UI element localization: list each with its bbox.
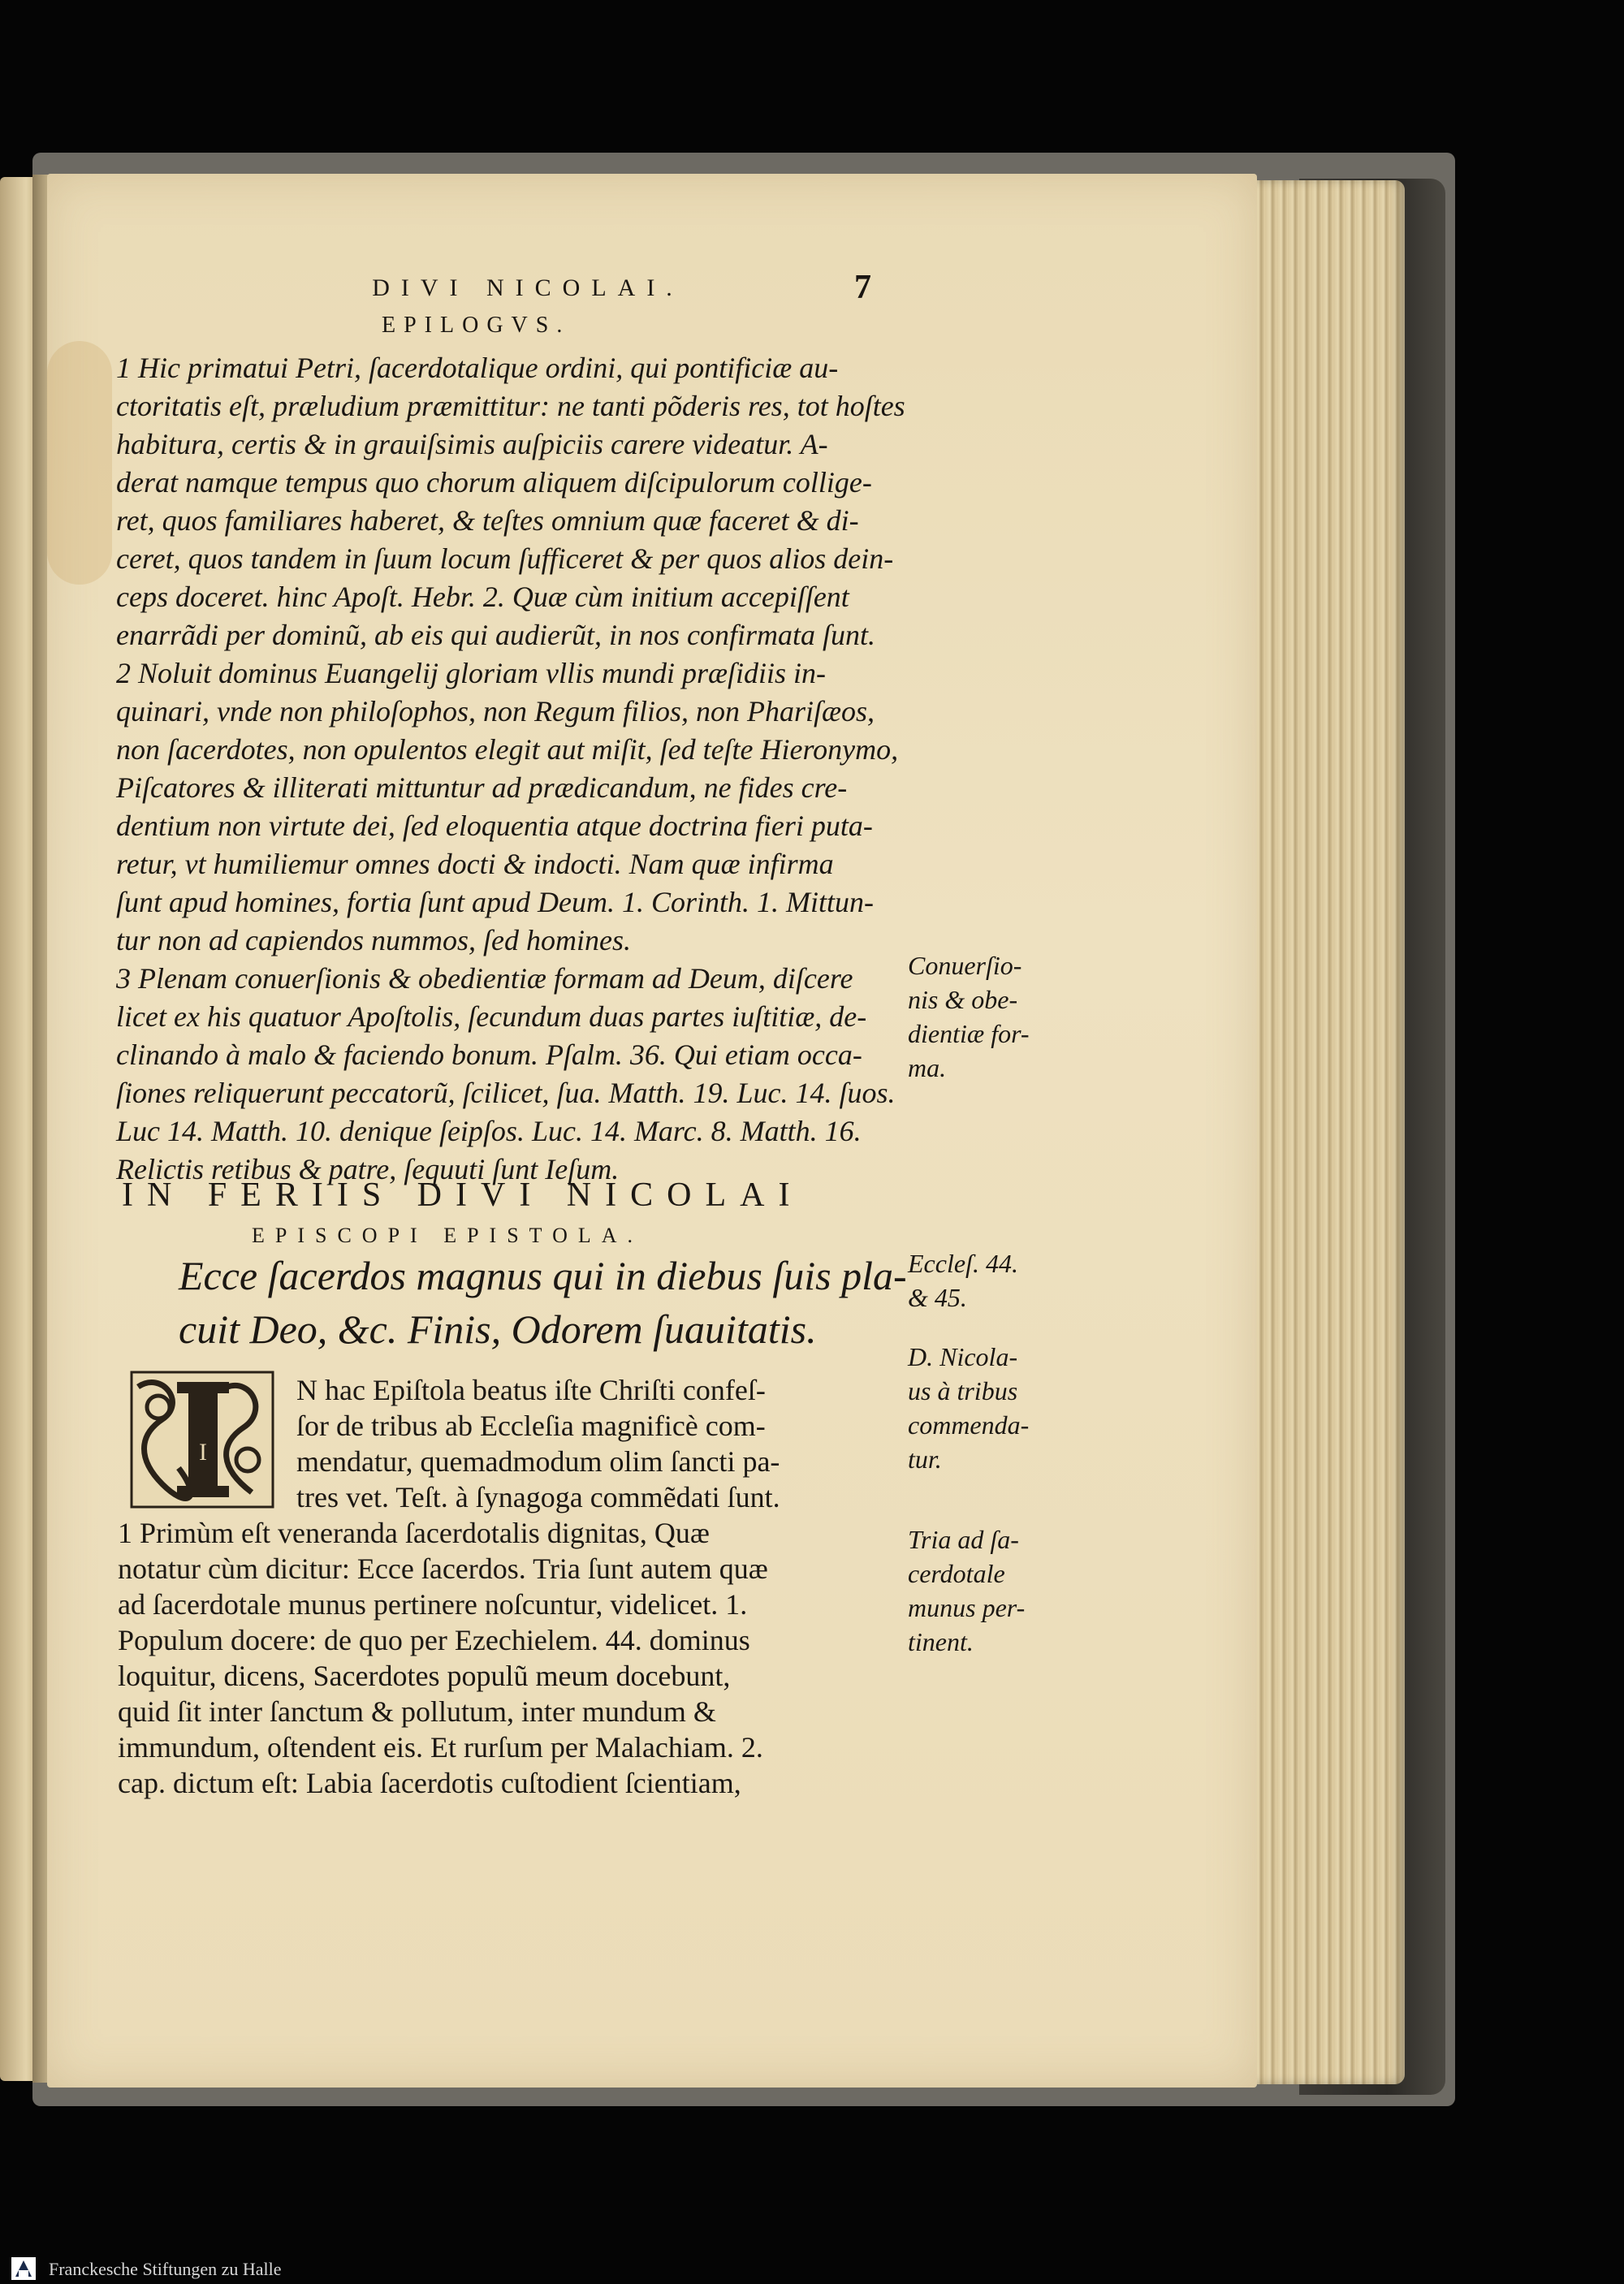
text-line: derat namque tempus quo chorum aliquem diſcipulorum collige- [116,466,872,499]
margin-line: nis & obe- [908,985,1018,1014]
margin-line: us à tribus [908,1376,1018,1405]
dropcap-paragraph [296,1372,780,1515]
text-line: habitura, certis & in grauiſsimis auſpiciis carere videatur. A- [116,428,828,460]
text-line: ſunt apud homines, fortia ſunt apud Deum. 1. Corinth. 1. Mittun- [116,886,874,918]
margin-line: & 45. [908,1283,967,1312]
margin-line: cerdotale [908,1559,1005,1588]
margin-line: munus per- [908,1593,1026,1622]
running-title: DIVI NICOLAI. [372,274,684,301]
margin-line: Eccleſ. 44. [908,1249,1018,1278]
margin-line: commenda- [908,1410,1030,1440]
text-line: non ſacerdotes, non opulentos elegit aut miſit, ſed teſte Hieronymo, [116,733,899,766]
text-line: cap. dictum eſt: Labia ſacerdotis cuſtodient ſcientiam, [118,1767,741,1799]
margin-line: Conuerſio- [908,951,1022,980]
institution-name: Franckesche Stiftungen zu Halle [49,2259,282,2279]
text-line: ret, quos familiares haberet, & teſtes omnium quæ faceret & di- [116,504,859,537]
text-line: Relictis retibus & patre, ſequuti ſunt Ieſum. [116,1153,620,1185]
incipit-line: Ecce ſacerdos magnus qui in diebus ſuis pla- [179,1253,907,1298]
margin-note-nicolaus [908,1340,1029,1476]
margin-note-eccles [908,1246,1018,1315]
text-line: mendatur, quemadmodum olim ſancti pa- [296,1445,780,1478]
text-line: 1 Primùm eſt veneranda ſacerdotalis dignitas, Quæ [118,1517,710,1549]
text-line: dentium non virtute dei, ſed eloquentia atque doctrina fieri puta- [116,810,873,842]
text-line: ceret, quos tandem in ſuum locum ſufficeret & per quos alios dein- [116,542,894,575]
margin-line: tur. [908,1444,942,1474]
text-line: 2 Noluit dominus Euangelij gloriam vllis mundi præſidiis in- [116,657,827,689]
folio-number: 7 [854,269,871,306]
incipit-line: cuit Deo, &c. Finis, Odorem ſuauitatis. [179,1306,817,1352]
section-heading: IN FERIIS DIVI NICOLAI [122,1177,804,1214]
text-line: ceps doceret. hinc Apoſt. Hebr. 2. Quæ cùm initium accepiſſent [116,581,849,613]
margin-line: D. Nicola- [908,1342,1018,1371]
text-line: licet ex his quatuor Apoſtolis, ſecundum duas partes iuſtitiæ, de- [116,1000,867,1033]
text-line: quinari, vnde non philoſophos, non Regum filios, non Phariſæos, [116,695,875,728]
viewer-footer [0,2254,1624,2284]
text-line: tur non ad capiendos nummos, ſed homines. [116,924,631,956]
text-line: tres vet. Teſt. à ſynagoga commẽdati ſunt. [296,1481,780,1513]
text-line: retur, vt humiliemur omnes docti & indocti. Nam quæ infirma [116,848,834,880]
text-line: quid ſit inter ſanctum & pollutum, inter mundum & [118,1695,716,1728]
epilogus-block [116,349,905,1189]
margin-line: dientiæ for- [908,1019,1030,1048]
text-line: ſiones reliquerunt peccatorũ, ſcilicet, ſua. Matth. 19. Luc. 14. ſuos. [116,1077,896,1109]
margin-line: Tria ad ſa- [908,1525,1019,1554]
decorated-initial [130,1371,274,1509]
text-line: 3 Plenam conuerſionis & obedientiæ formam ad Deum, diſcere [116,962,853,995]
text-line: N hac Epiſtola beatus iſte Chriſti confeſ- [296,1374,766,1406]
section-label: EPILOGVS. [382,313,571,338]
text-line: immundum, oſtendent eis. Et rurſum per Malachiam. 2. [118,1731,763,1764]
body-paragraph [118,1515,768,1801]
text-line: ctoritatis eſt, præludium præmittitur: ne tanti põderis res, tot hoſtes [116,390,905,422]
text-line: ad ſacerdotale munus pertinere noſcuntur, videlicet. 1. [118,1588,748,1621]
text-line: ſor de tribus ab Eccleſia magnificè com- [296,1410,766,1442]
margin-note-conuersio [908,948,1030,1085]
margin-line: ma. [908,1053,947,1082]
text-line: clinando à malo & faciendo bonum. Pſalm. 36. Qui etiam occa- [116,1038,862,1071]
text-line: Populum docere: de quo per Ezechielem. 44. dominus [118,1624,750,1656]
text-line: notatur cùm dicitur: Ecce ſacerdos. Tria ſunt autem quæ [118,1552,768,1585]
dropcap-letter: I [199,1439,207,1466]
text-line: loquitur, dicens, Sacerdotes populũ meum docebunt, [118,1660,731,1692]
margin-note-tria [908,1522,1025,1659]
text-line: enarrãdi per dominũ, ab eis qui audierũt, in nos confirmata ſunt. [116,619,875,651]
margin-line: tinent. [908,1627,974,1656]
text-line: 1 Hic primatui Petri, ſacerdotalique ordini, qui pontificiæ au- [116,352,839,384]
page-stain [47,341,112,585]
text-line: Luc 14. Matth. 10. denique ſeipſos. Luc. 14. Marc. 8. Matth. 16. [116,1115,862,1147]
section-subheading: EPISCOPI EPISTOLA. [252,1224,644,1247]
incipit [179,1249,909,1356]
institution-logo-icon [11,2257,36,2280]
page-edges [1242,180,1405,2084]
text-line: Piſcatores & illiterati mittuntur ad prædicandum, ne fides cre- [116,771,848,804]
